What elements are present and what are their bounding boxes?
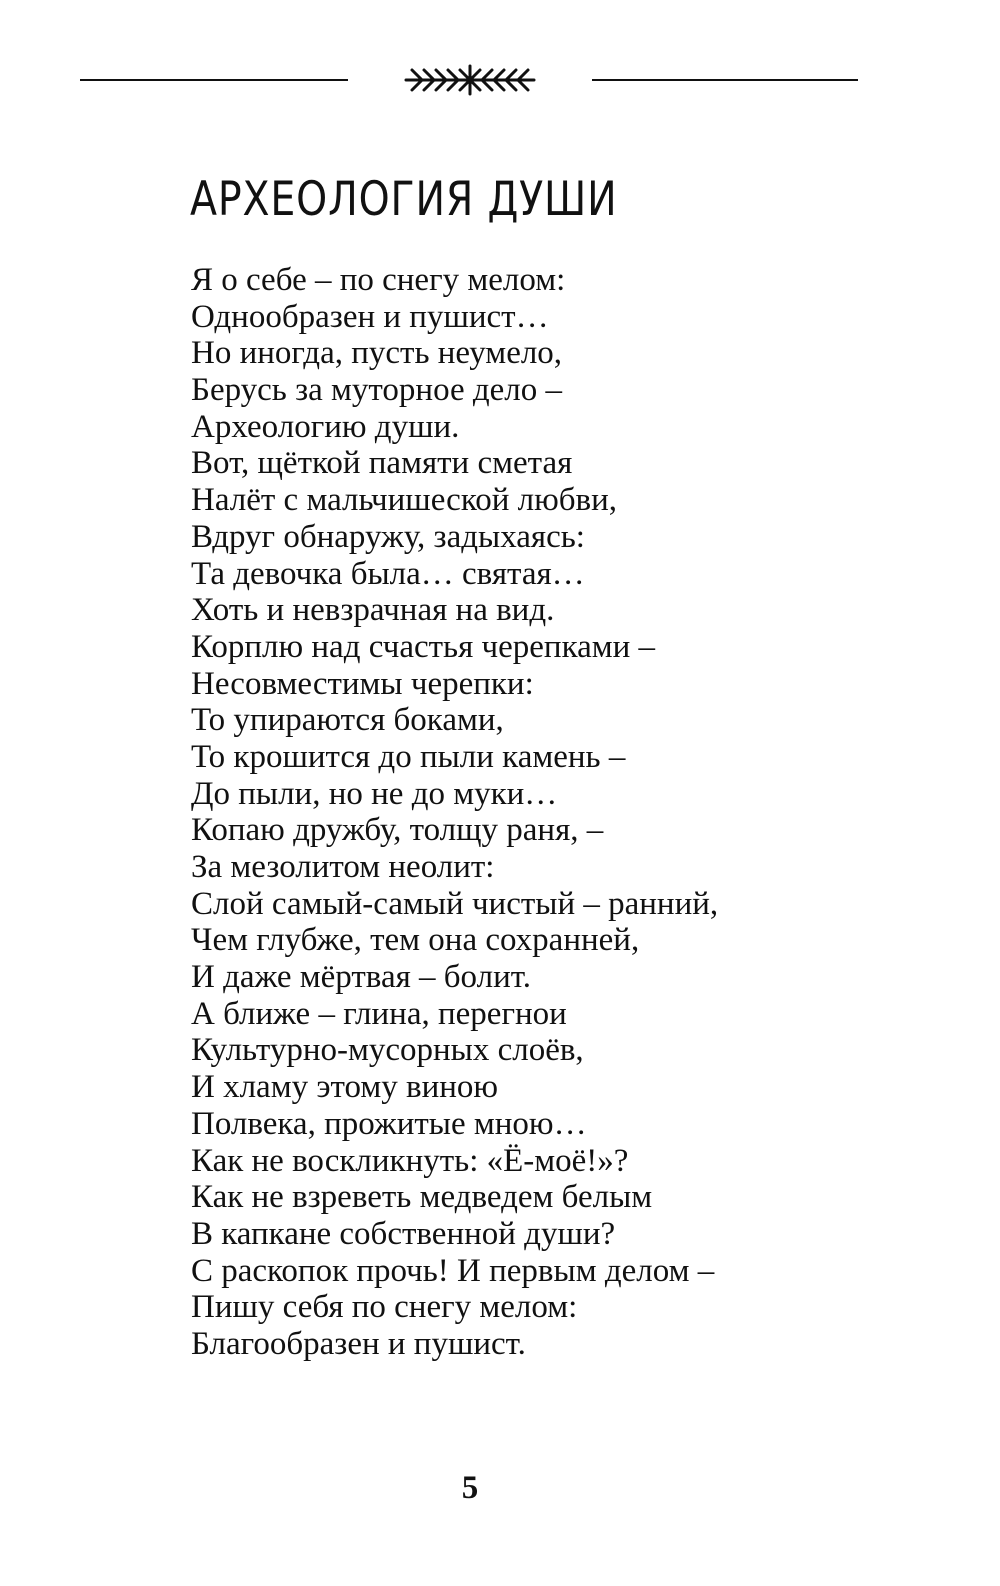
poem-line: Налёт с мальчишеской любви,	[191, 482, 618, 519]
poem-line: Та девочка была… святая…	[191, 555, 585, 592]
poem-line: А ближе – глина, перегнои	[191, 995, 567, 1032]
header-ornament	[80, 62, 860, 102]
poem-line: Копаю дружбу, толщу раня, –	[191, 812, 604, 849]
poem-line: За мезолитом неолит:	[191, 849, 495, 885]
poem-line: Как не воскликнуть: «Ё-моё!»?	[191, 1142, 629, 1179]
poem-line: Корплю над счастья черепками –	[191, 628, 656, 665]
poem-line: То крошится до пыли камень –	[191, 738, 626, 775]
poem-line: Культурно-мусорных слоёв,	[191, 1032, 584, 1069]
poem-line: Слой самый-самый чистый – ранний,	[191, 885, 719, 922]
poem-line: В капкане собственной души?	[191, 1215, 616, 1252]
poem-line: Вот, щёткой памяти сметая	[191, 445, 573, 482]
poem-line: Хоть и невзрачная на вид.	[191, 592, 555, 629]
header-rule-left	[80, 79, 348, 81]
poem-line: Пишу себя по снегу мелом:	[191, 1289, 578, 1326]
poem-line: Однообразен и пушист…	[191, 298, 549, 335]
poem-line: Вдруг обнаружу, задыхаясь:	[191, 518, 585, 555]
poem-line: Как не взреветь медведем белым	[191, 1179, 653, 1216]
poem-line: Несовместимы черепки:	[191, 665, 534, 702]
poem-line: И даже мёртвая – болит.	[191, 959, 531, 996]
page-number: 5	[461, 1470, 479, 1506]
poem-body	[191, 262, 718, 1363]
poem-line: Берусь за муторное дело –	[191, 372, 563, 409]
poem-title: АРХЕОЛОГИЯ ДУШИ	[190, 172, 618, 227]
poem-line: Благообразен и пушист.	[191, 1325, 526, 1362]
poem-line: Но иногда, пусть неумело,	[191, 335, 563, 372]
floral-fleuron-icon	[398, 62, 542, 98]
poem-line: Полвека, прожитые мною…	[191, 1105, 587, 1142]
header-rule-right	[592, 79, 858, 81]
poem-line: То упираются боками,	[191, 702, 504, 739]
poem-line: Археологию души.	[191, 408, 460, 445]
poem-line: До пыли, но не до муки…	[191, 775, 558, 812]
poem-line: Чем глубже, тем она сохранней,	[191, 922, 640, 959]
poem-line: И хламу этому виною	[191, 1069, 499, 1106]
poem-line: С раскопок прочь! И первым делом –	[191, 1252, 715, 1289]
poem-line: Я о себе – по снегу мелом:	[191, 262, 566, 298]
